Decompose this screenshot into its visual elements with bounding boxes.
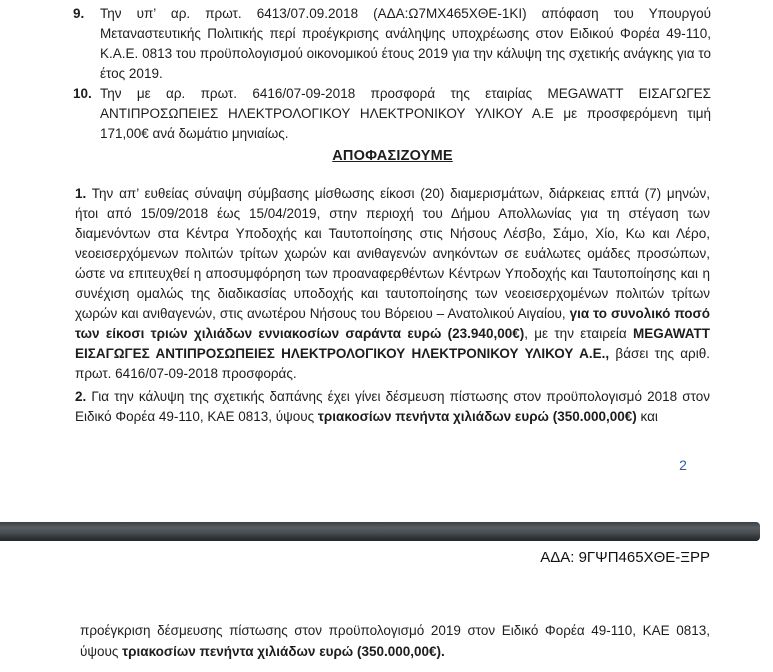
page2-paragraph: προέγκριση δέσμευσης πίστωσης στον προϋπολογισμό 2019 στον Ειδικό Φορέα 49-110, ΚΑΕ 0813, ύψους τριακοσίων πενήντα χιλιάδων ευρώ (350.000,00€). (80, 623, 710, 659)
list-item-10-text: Την με αρ. πρωτ. 6416/07-09-2018 προσφορά της εταιρίας MEGAWATT ΕΙΣΑΓΩΓΕΣ ΑΝΤΙΠΡΟΣΩΠΕΙΕΣ ΗΛΕΚΤΡΟΛΟΓΙΚΟΥ ΗΛΕΚΤΡΟΝΙΚΟΥ ΥΛΙΚΟΥ Α.Ε με προσφερόμενη τιμή 171,00€ ανά δωμάτιο μηνιαίως. (100, 86, 711, 141)
list-item-10-number: 10. (73, 86, 92, 101)
list-item-9-number: 9. (73, 6, 85, 21)
list-item-10 (73, 84, 711, 144)
page-separator-bar (0, 522, 760, 541)
page-number: 2 (679, 457, 687, 473)
decision-heading: ΑΠΟΦΑΣΙΖΟΥΜΕ (332, 148, 453, 164)
paragraph-1: 1. Την απ’ ευθείας σύναψη σύμβασης μίσθωσης είκοσι (20) διαμερισμάτων, διάρκειας επτά (7) μηνών, ήτοι από 15/09/2018 έως 15/04/2019, στην περιοχή του Δήμου Απολλωνίας για τη στέγαση των διαμενόντων στα Κέντρα Υποδοχής και Ταυτοποίησης στις Νήσους Λέσβο, Σάμο, Χίο, Κω και Λέρο, νεοεισερχόμενων πολιτών τρίτων χωρών και ανιθαγενών ανηκόντων σε ευάλωτες ομάδες προσώπων, ώστε να επιτευχθεί η αποσυμφόρηση των προαναφερθέντων Κέντρων Υποδοχής και Ταυτοποίησης και η συνέχιση ομαλώς της διαδικασίας υποδοχής και ταυτοποίησης των νεοεισερχομένων πολιτών τρίτων χωρών και ανιθαγενών, στις ανωτέρου Νήσους του Βόρειου – Ανατολικού Αιγαίου, για το συνολικό ποσό των είκοσι τριών χιλιάδων εννιακοσίων σαράντα ευρώ (23.940,00€), με την εταιρεία MEGAWATT ΕΙΣΑΓΩΓΕΣ ΑΝΤΙΠΡΟΣΩΠΕΙΕΣ ΗΛΕΚΤΡΟΛΟΓΙΚΟΥ ΗΛΕΚΤΡΟΝΙΚΟΥ ΥΛΙΚΟΥ Α.Ε., βάσει της αριθ. πρωτ. 6416/07-09-2018 προσφοράς. (75, 186, 711, 381)
ada-reference: ΑΔΑ: 9ΓΨΠ465ΧΘΕ-ΞΡΡ (540, 549, 710, 566)
paragraph-2: 2. Για την κάλυψη της σχετικής δαπάνης έχει γίνει δέσμευση πίστωσης στον προϋπολογισμό 2018 στον Ειδικό Φορέα 49-110, ΚΑΕ 0813, ύψους τριακοσίων πενήντα χιλιάδων ευρώ (350.000,00€) και (75, 389, 710, 424)
list-item-9 (73, 4, 711, 84)
list-item-9-text: Την υπ’ αρ. πρωτ. 6413/07.09.2018 (ΑΔΑ:Ω7ΜΧ465ΧΘΕ-1ΚΙ) απόφαση του Υπουργού Μεταναστευτικής Πολιτικής περί προέγκρισης ανάληψης υποχρέωσης στον Ειδικού Φορέα 49-110, Κ.Α.Ε. 0813 του προϋπολογισμού οικονομικού έτους 2019 για την κάλυψη της σχετικής ανάγκης για το έτος 2019. (100, 6, 711, 81)
